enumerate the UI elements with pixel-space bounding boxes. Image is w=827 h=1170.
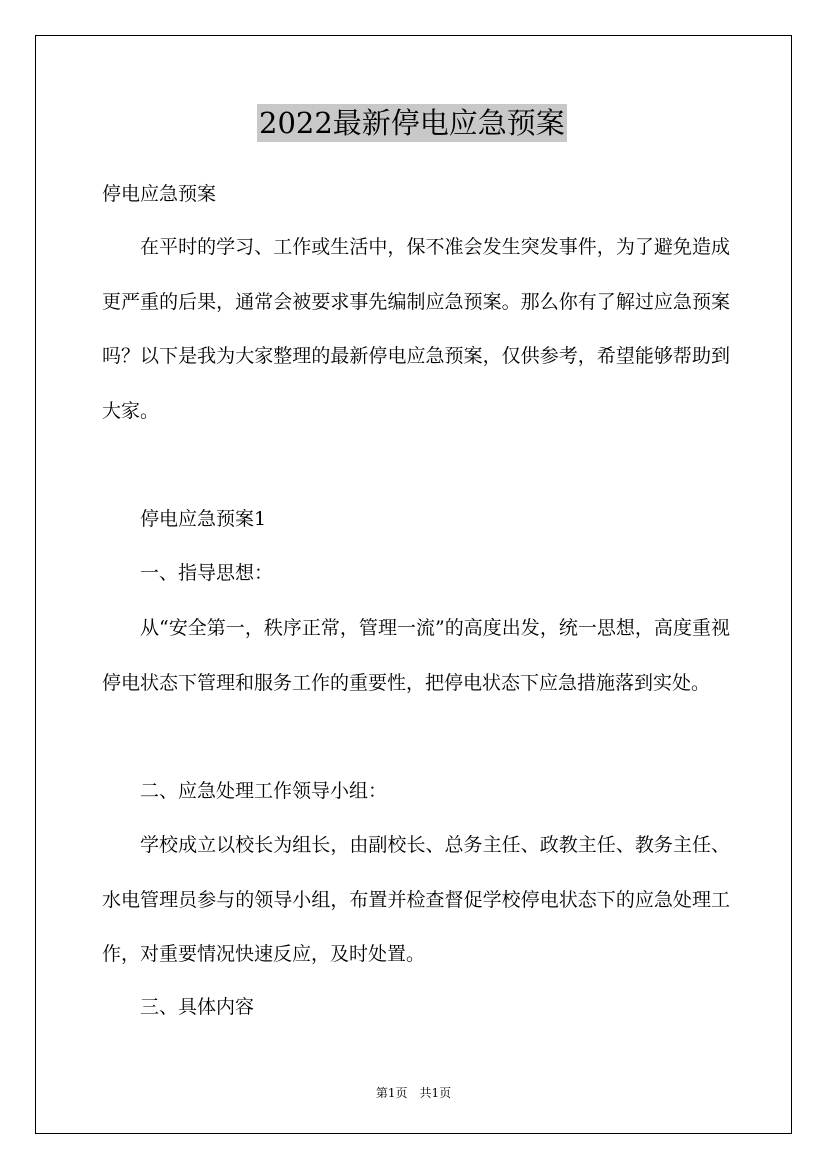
part3-heading: 三、具体内容 bbox=[140, 996, 255, 1018]
section-heading: 停电应急预案1 bbox=[140, 508, 267, 530]
intro-paragraph: 在平时的学习、工作或生活中，保不准会发生突发事件，为了避免造成更严重的后果，通常会被要求事先编制应急预案。那么你有了解过应急预案吗？以下是我为大家整理的最新停电应急预案，仅供参考，希望能够帮助到大家。 bbox=[102, 236, 730, 422]
part1-body: 从“安全第一，秩序正常，管理一流”的高度出发，统一思想，高度重视停电状态下管理和服务工作的重要性，把停电状态下应急措施落到实处。 bbox=[102, 617, 730, 694]
part2-heading: 二、应急处理工作领导小组： bbox=[140, 780, 388, 802]
part1-heading: 一、指导思想： bbox=[140, 562, 274, 584]
document-title: 2022最新停电应急预案 bbox=[259, 106, 565, 140]
document-subtitle: 停电应急预案 bbox=[102, 183, 217, 205]
part2-body: 学校成立以校长为组长，由副校长、总务主任、政教主任、教务主任、水电管理员参与的领导小组，布置并检查督促学校停电状态下的应急处理工作，对重要情况快速反应，及时处置。 bbox=[102, 834, 730, 965]
page-footer: 第1页 共1页 bbox=[375, 1086, 452, 1100]
